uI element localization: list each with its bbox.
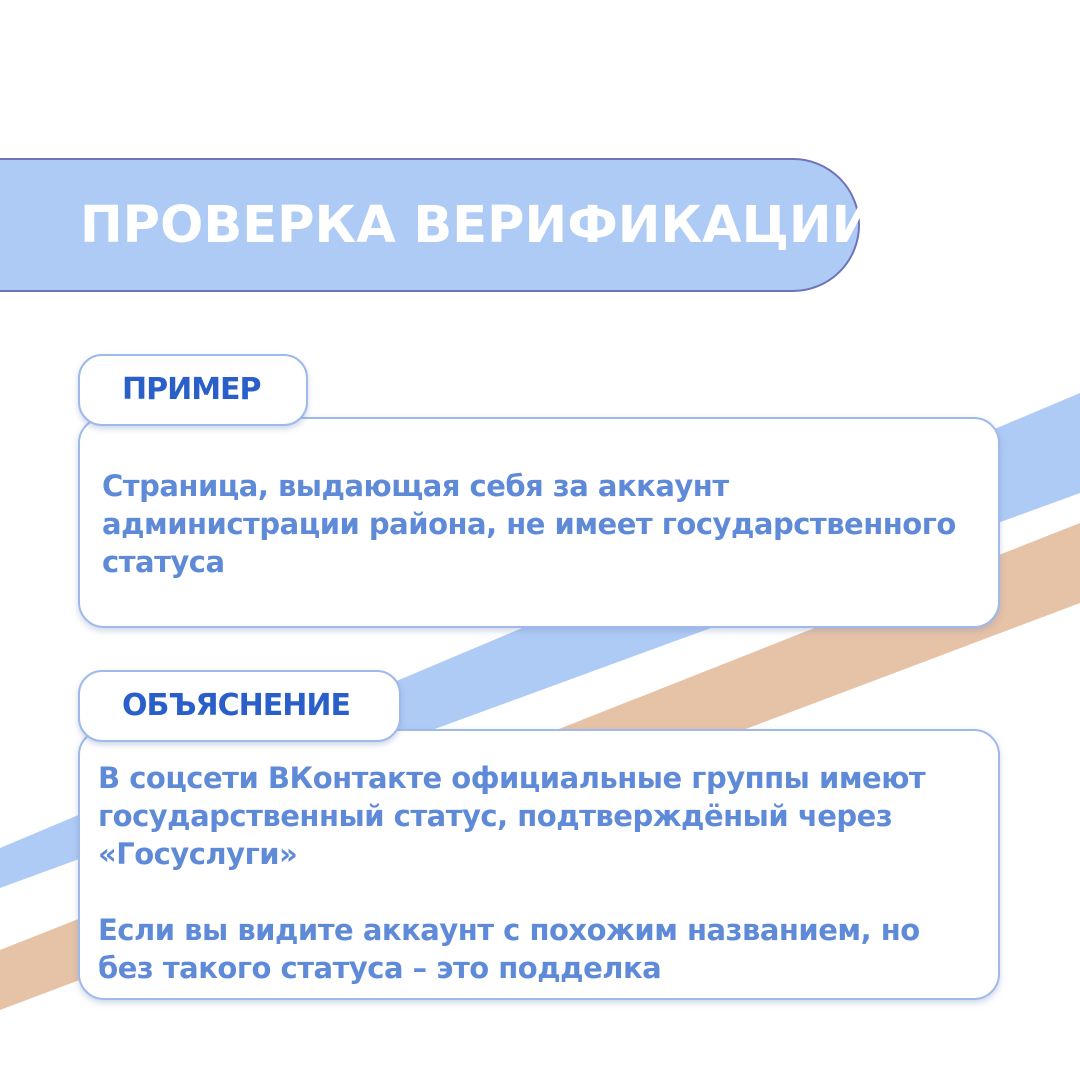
explanation-tab <box>78 670 401 742</box>
explanation-paragraph-2: Если вы видите аккаунт с похожим названием, но без такого статуса – это подделка <box>98 913 920 985</box>
example-tab <box>78 354 308 426</box>
explanation-label: ОБЪЯСНЕНИЕ <box>122 688 350 723</box>
example-card <box>78 417 1000 628</box>
explanation-paragraph-1: В соцсети ВКонтакте официальные группы имеют государственный статус, подтверждёный через «Госуслуги» <box>98 761 926 871</box>
example-text: Страница, выдающая себя за аккаунт администрации района, не имеет государственного статуса <box>102 469 956 579</box>
title-banner <box>0 158 875 292</box>
page-title: ПРОВЕРКА ВЕРИФИКАЦИИ <box>80 195 875 255</box>
explanation-body <box>98 759 938 987</box>
explanation-card <box>78 729 1000 1000</box>
example-label: ПРИМЕР <box>122 372 261 407</box>
